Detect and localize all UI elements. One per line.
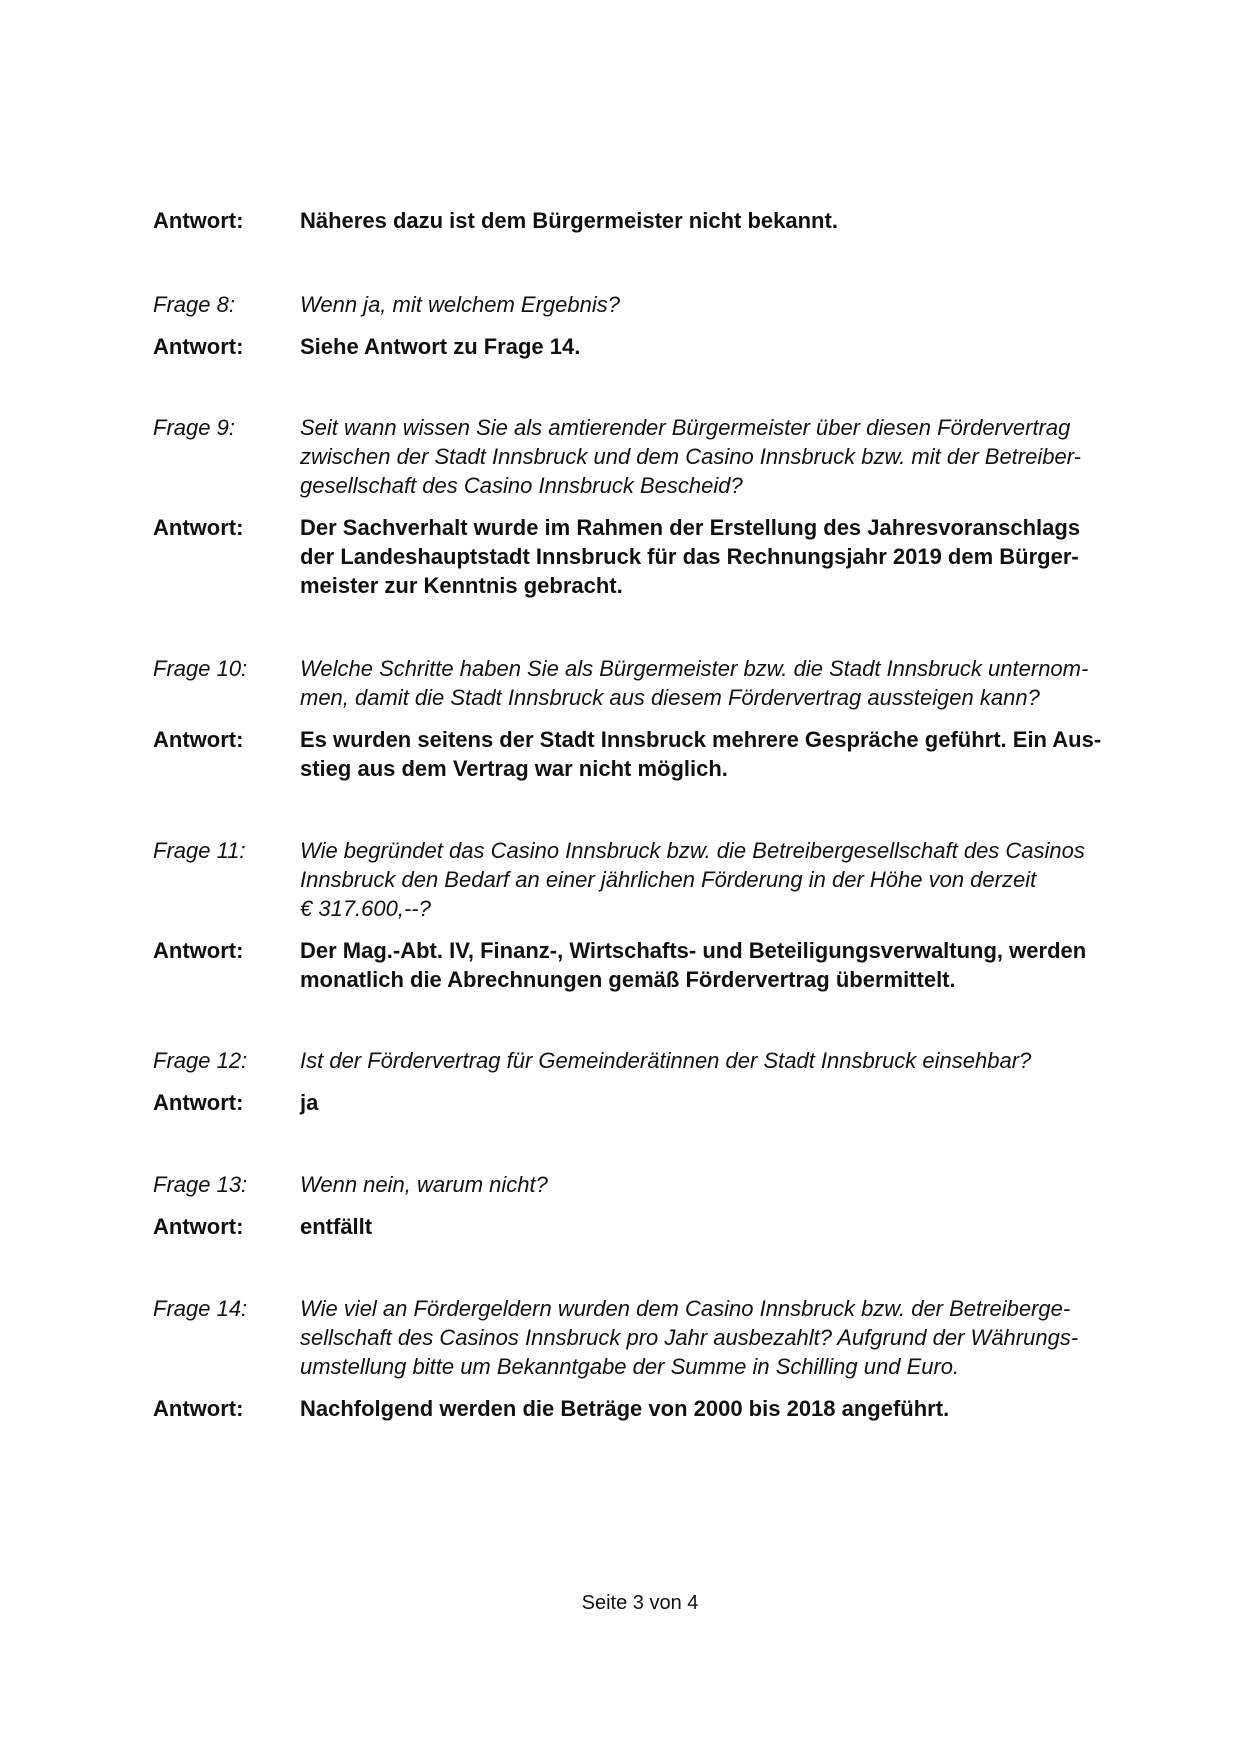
answer-label: Antwort: xyxy=(153,1090,244,1115)
answer-text: Näheres dazu ist dem Bürgermeister nicht bekannt. xyxy=(300,208,838,233)
qa-entry-frage-9 xyxy=(153,413,1143,600)
answer-text xyxy=(300,332,1143,361)
answer-text xyxy=(300,1212,1143,1241)
answer-line: meister zur Kenntnis gebracht. xyxy=(300,573,623,598)
answer-row xyxy=(153,1088,1143,1117)
answer-text xyxy=(300,1394,1143,1423)
qa-entry-0 xyxy=(153,206,1143,235)
question-line: sellschaft des Casinos Innsbruck pro Jahr ausbezahlt? Aufgrund der Währungs- xyxy=(300,1325,1079,1350)
answer-label: Antwort: xyxy=(153,208,244,233)
answer-line: ja xyxy=(300,1090,319,1115)
question-row xyxy=(153,1294,1143,1381)
question-text xyxy=(300,1170,1143,1199)
question-text xyxy=(300,413,1143,500)
question-text xyxy=(300,836,1143,923)
answer-line: Der Sachverhalt wurde im Rahmen der Erstellung des Jahresvoranschlags xyxy=(300,515,1081,540)
answer-row xyxy=(153,1212,1143,1241)
question-line: Innsbruck den Bedarf an einer jährlichen Förderung in der Höhe von derzeit xyxy=(300,867,1037,892)
answer-row xyxy=(153,513,1143,600)
question-text xyxy=(300,1294,1143,1381)
qa-entry-frage-14 xyxy=(153,1294,1143,1423)
answer-row xyxy=(153,206,1143,235)
answer-line: entfällt xyxy=(300,1214,373,1239)
answer-line: Der Mag.-Abt. IV, Finanz-, Wirtschafts- und Beteiligungsverwaltung, werden xyxy=(300,938,1087,963)
answer-line: der Landeshauptstadt Innsbruck für das Rechnungsjahr 2019 dem Bürger- xyxy=(300,544,1079,569)
answer-line: monatlich die Abrechnungen gemäß Fördervertrag übermittelt. xyxy=(300,967,956,992)
question-line: Ist der Fördervertrag für Gemeinderätinnen der Stadt Innsbruck einsehbar? xyxy=(300,1048,1032,1073)
qa-entry-frage-8 xyxy=(153,290,1143,361)
answer-line: Siehe Antwort zu Frage 14. xyxy=(300,334,581,359)
answer-line: Es wurden seitens der Stadt Innsbruck mehrere Gespräche geführt. Ein Aus- xyxy=(300,727,1102,752)
question-row xyxy=(153,1046,1143,1075)
question-line: € 317.600,--? xyxy=(300,896,431,921)
question-label: Frage 8: xyxy=(153,292,235,317)
question-label: Frage 11: xyxy=(153,838,246,863)
answer-label: Antwort: xyxy=(153,515,244,540)
answer-text xyxy=(300,725,1143,783)
question-label: Frage 13: xyxy=(153,1172,248,1197)
answer-label: Antwort: xyxy=(153,1396,244,1421)
answer-label: Antwort: xyxy=(153,938,244,963)
question-row xyxy=(153,654,1143,712)
question-label: Frage 10: xyxy=(153,656,248,681)
question-line: Wenn ja, mit welchem Ergebnis? xyxy=(300,292,620,317)
question-line: Wie begründet das Casino Innsbruck bzw. die Betreibergesellschaft des Casinos xyxy=(300,838,1085,863)
answer-row xyxy=(153,725,1143,783)
question-line: umstellung bitte um Bekanntgabe der Summe in Schilling und Euro. xyxy=(300,1354,960,1379)
question-row xyxy=(153,290,1143,319)
question-row xyxy=(153,836,1143,923)
question-line: Welche Schritte haben Sie als Bürgermeister bzw. die Stadt Innsbruck unternom- xyxy=(300,656,1089,681)
question-label: Frage 12: xyxy=(153,1048,248,1073)
page-number-footer: Seite 3 von 4 xyxy=(581,1592,699,1614)
answer-row xyxy=(153,1394,1143,1423)
question-text xyxy=(300,654,1143,712)
question-line: men, damit die Stadt Innsbruck aus diesem Fördervertrag aussteigen kann? xyxy=(300,685,1040,710)
question-line: Wenn nein, warum nicht? xyxy=(300,1172,548,1197)
question-line: gesellschaft des Casino Innsbruck Bescheid? xyxy=(300,473,743,498)
question-label: Frage 14: xyxy=(153,1296,248,1321)
answer-label: Antwort: xyxy=(153,727,244,752)
answer-line: Nachfolgend werden die Beträge von 2000 bis 2018 angeführt. xyxy=(300,1396,950,1421)
question-row xyxy=(153,413,1143,500)
answer-line: stieg aus dem Vertrag war nicht möglich. xyxy=(300,756,728,781)
question-text xyxy=(300,1046,1143,1075)
qa-entry-frage-10 xyxy=(153,654,1143,783)
answer-row xyxy=(153,332,1143,361)
question-line: Seit wann wissen Sie als amtierender Bürgermeister über diesen Fördervertrag xyxy=(300,415,1071,440)
answer-text xyxy=(300,936,1143,994)
question-line: zwischen der Stadt Innsbruck und dem Casino Innsbruck bzw. mit der Betreiber- xyxy=(300,444,1081,469)
answer-label: Antwort: xyxy=(153,334,244,359)
qa-entry-frage-12 xyxy=(153,1046,1143,1117)
qa-entry-frage-13 xyxy=(153,1170,1143,1241)
answer-row xyxy=(153,936,1143,994)
question-line: Wie viel an Fördergeldern wurden dem Casino Innsbruck bzw. der Betreiberge- xyxy=(300,1296,1071,1321)
answer-text xyxy=(300,513,1143,600)
question-text xyxy=(300,290,1143,319)
answer-label: Antwort: xyxy=(153,1214,244,1239)
question-row xyxy=(153,1170,1143,1199)
qa-entry-frage-11 xyxy=(153,836,1143,994)
answer-text xyxy=(300,1088,1143,1117)
question-label: Frage 9: xyxy=(153,415,235,440)
